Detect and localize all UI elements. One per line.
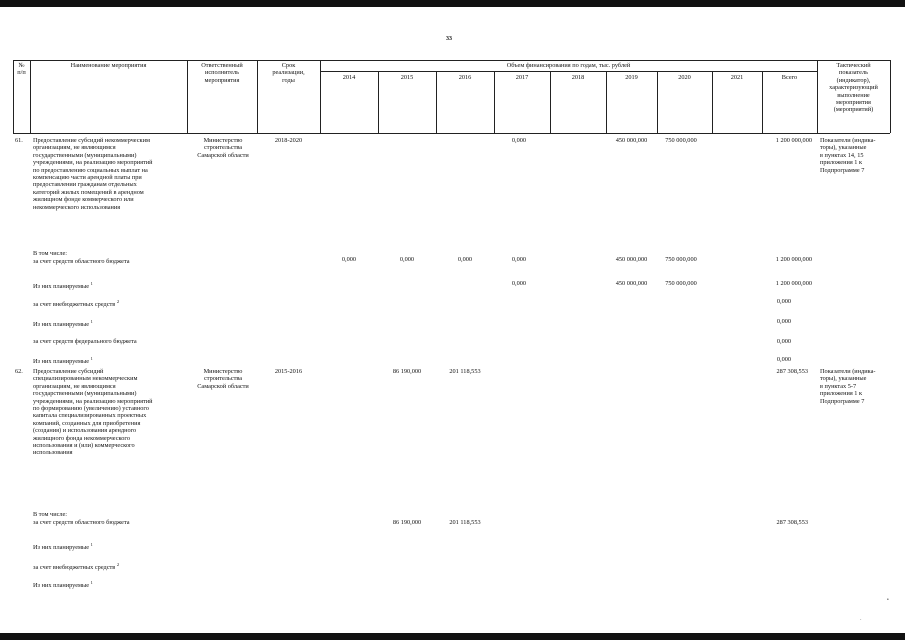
table-top-border <box>13 60 890 61</box>
row-61-name: Предоставление субсидий некоммерческим организациям, не являющимся государственными (муниципальными) учреждениями, на реализацию мероприятий по предоставлению социальных выплат на компенсацию части арендной платы при предоставлении гражданам отдельных категорий жилых помещений в арендном жилищном фонде коммерческого или некоммерческого использования <box>33 137 153 211</box>
header-year-2021: 2021 <box>730 74 744 81</box>
row-61-2019: 450 000,000 <box>615 137 648 144</box>
scan-top-border <box>0 0 905 7</box>
row-61-regional-2020: 750 000,000 <box>665 256 697 263</box>
header-year-2019: 2019 <box>625 74 638 81</box>
row-62-regional-2015: 86 190,000 <box>392 519 422 526</box>
row-61-planned-2-label: Из них планируемые $^1$ <box>33 319 93 329</box>
row-62-2016: 201 118,553 <box>449 368 481 375</box>
row-61-indicator: Показатели (индика- торы), указанные в пунктах 14, 15 приложения 1 к Подпрограмме 7 <box>820 137 876 174</box>
col-border <box>30 60 31 133</box>
header-year-2017: 2017 <box>515 74 529 81</box>
row-61-planned-1-label: Из них планируемые $^1$ <box>33 281 93 291</box>
header-year-2020: 2020 <box>678 74 691 81</box>
row-62-total: 287 308,553 <box>776 368 808 375</box>
row-62-planned-1-label: Из них планируемые $^1$ <box>33 542 93 552</box>
row-62-indicator: Показатели (индика- торы), указанные в пунктах 5-7 приложения 1 к Подпрограмме 7 <box>820 368 876 405</box>
row-61-planned-3-total: 0,000 <box>776 356 792 363</box>
row-61-planned-1-2019: 450 000,000 <box>615 280 648 287</box>
scan-speck: · <box>860 618 862 623</box>
row-61-planned-1-2020: 750 000,000 <box>665 280 697 287</box>
row-61-including-label: В том числе: <box>33 250 68 257</box>
row-61-2020: 750 000,000 <box>665 137 697 144</box>
row-61-extrabudget-total: 0,000 <box>776 298 792 305</box>
row-62-name: Предоставление субсидий специализированным некоммерческим организациям, не являющимся государственными (муниципальными) учреждениями, на реализацию мероприятий по формированию (увеличению) уставного капитала специализированных проектных компаний, созданных для приобретения (создания) и использования арендного жилищного фонда некоммерческого использования и (или) коммерческого использования <box>33 368 153 457</box>
header-executor: Ответственный исполнитель мероприятия <box>201 62 243 84</box>
row-62-regional-2016: 201 118,553 <box>449 519 481 526</box>
row-61-planned-3-label: Из них планируемые $^1$ <box>33 356 93 366</box>
header-year-2014: 2014 <box>342 74 356 81</box>
header-funding: Объем финансирования по годам, тыс. рублей <box>506 62 631 69</box>
row-61-planned-1-2017: 0,000 <box>511 280 527 287</box>
row-61-regional-2019: 450 000,000 <box>615 256 648 263</box>
row-62-regional-total: 287 308,553 <box>776 519 808 526</box>
header-total: Всего <box>781 74 798 81</box>
row-61-planned-1-total: 1 200 000,000 <box>775 280 812 287</box>
col-border <box>890 60 891 133</box>
header-year-2015: 2015 <box>400 74 414 81</box>
row-62-num: 62. <box>15 368 23 375</box>
scan-speck: • <box>887 598 889 603</box>
header-indicator: Тактический показатель (индикатор), характеризующий выполнение мероприятия (мероприятий) <box>829 62 878 114</box>
row-61-regional-2015: 0,000 <box>399 256 415 263</box>
row-61-term: 2018-2020 <box>274 137 303 144</box>
row-61-total: 1 200 000,000 <box>775 137 812 144</box>
col-border <box>320 60 321 133</box>
header-year-2018: 2018 <box>571 74 585 81</box>
header-term: Срок реализации, годы <box>272 62 305 84</box>
row-61-regional-2017: 0,000 <box>511 256 527 263</box>
header-year-2016: 2016 <box>458 74 472 81</box>
scan-bottom-border <box>0 633 905 640</box>
funding-subheader-line <box>320 71 817 72</box>
row-62-including-label: В том числе: <box>33 511 68 518</box>
row-62-executor: Министерство строительства Самарской области <box>197 368 249 390</box>
row-61-executor: Министерство строительства Самарской области <box>197 137 249 159</box>
row-61-num: 61. <box>15 137 23 144</box>
row-61-regional-label: за счет средств областного бюджета <box>33 258 130 265</box>
row-62-term: 2015-2016 <box>274 368 303 375</box>
row-62-planned-2-label: Из них планируемые $^1$ <box>33 580 93 590</box>
row-62-regional-label: за счет средств областного бюджета <box>33 519 130 526</box>
header-num: № п/п <box>17 62 26 77</box>
row-62-2015: 86 190,000 <box>392 368 422 375</box>
header-name: Наименование мероприятия <box>70 62 147 69</box>
row-61-2017: 0,000 <box>511 137 527 144</box>
page-number: 33 <box>446 36 452 42</box>
table-header-bottom-border <box>13 133 890 134</box>
row-61-extrabudget-label: за счет внебюджетных средств $^2$ <box>33 299 120 309</box>
row-62-extrabudget-label: за счет внебюджетных средств $^2$ <box>33 562 120 572</box>
row-61-regional-2016: 0,000 <box>457 256 473 263</box>
row-61-federal-label: за счет средств федерального бюджета <box>33 338 137 345</box>
row-61-federal-total: 0,000 <box>776 338 792 345</box>
row-61-regional-2014: 0,000 <box>341 256 357 263</box>
row-61-planned-2-total: 0,000 <box>776 318 792 325</box>
row-61-regional-total: 1 200 000,000 <box>775 256 812 263</box>
